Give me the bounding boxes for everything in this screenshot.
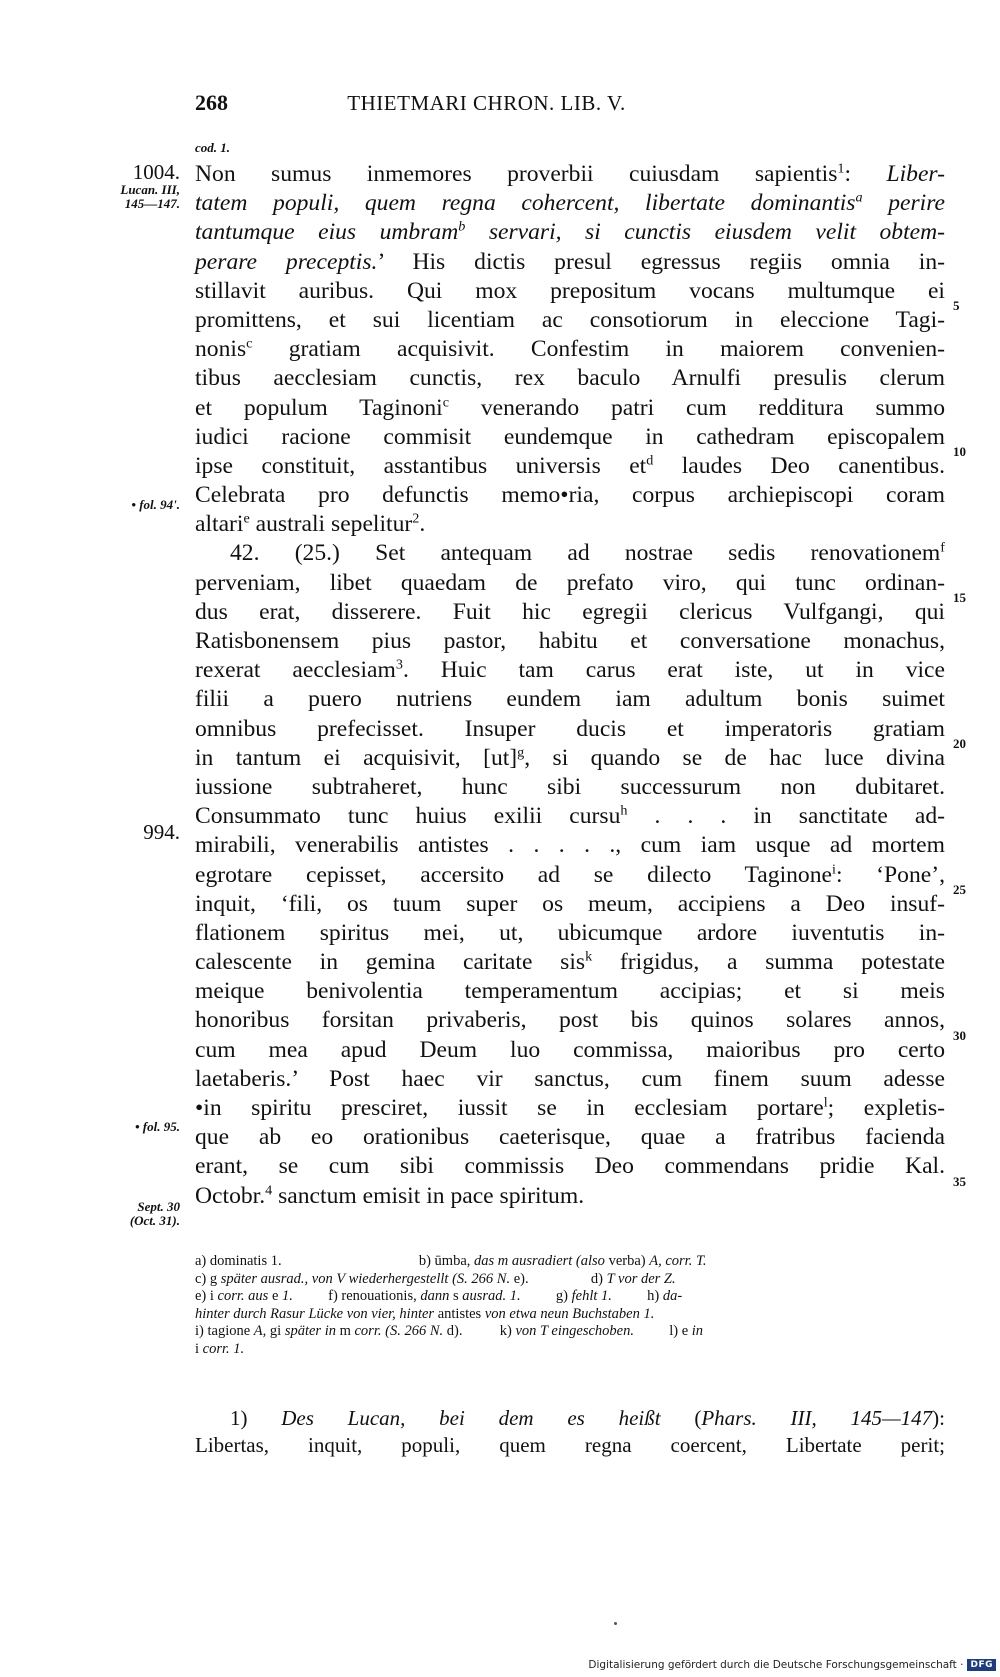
text-span: calescente in gemina caritate sis: [195, 949, 586, 976]
apparatus-line: [195, 1341, 945, 1359]
text-line: [195, 335, 945, 364]
footnote-ref: 2: [412, 510, 420, 527]
note-k: k): [499, 1323, 516, 1339]
note-h: antistes: [434, 1305, 485, 1322]
note-h-it: da-: [662, 1288, 683, 1304]
text-span: nonis: [195, 336, 247, 363]
note-l: l) e: [669, 1323, 692, 1339]
text-line: [195, 452, 945, 481]
footnote-it: Des Lucan, bei dem es heißt: [281, 1406, 661, 1430]
note-e-it: 1.: [282, 1288, 293, 1304]
note-h-it: hinter durch Rasur Lücke von vier, hinter: [195, 1305, 435, 1322]
dfg-logo: DFG: [967, 1659, 996, 1671]
text-span: egrotare cepisset, accersito ad se dilecto Taginone: [195, 861, 832, 888]
text-line: stillavit auribus. Qui mox prepositum vocans multumque ei: [195, 277, 945, 304]
note-c: e).: [510, 1270, 529, 1287]
note-d-it: T vor der Z.: [606, 1270, 676, 1287]
text-line: inquit, ‘fili, os tuum super os meum, accipiens a Deo insuf-: [195, 890, 945, 917]
cod-note: cod. 1.: [195, 140, 231, 155]
note-d: d): [590, 1270, 607, 1287]
note-e-it: corr. aus: [217, 1288, 269, 1304]
note-c-it: später ausrad., von V wiederhergestellt (S. 266 N.: [220, 1270, 511, 1287]
text-span: ’ His dictis presul egressus regiis omnia in-: [377, 248, 945, 275]
footnote-ref: 4: [265, 1182, 273, 1199]
text-line: que ab eo orationibus caeterisque, quae a fratribus facienda: [195, 1124, 945, 1151]
apparatus-line: [195, 1253, 945, 1271]
text-span: Consummato tunc huius exilii cursu: [195, 803, 621, 830]
page-header: [195, 90, 755, 116]
text-line: [195, 394, 945, 423]
apparatus-ref: k: [585, 948, 593, 965]
text-line: [195, 744, 945, 773]
text-span: : ‘Pone’,: [835, 861, 945, 888]
quote-span: Liber-: [886, 161, 945, 187]
line-number-30: 30: [953, 1028, 966, 1043]
text-span: rexerat aecclesiam: [195, 657, 396, 684]
apparatus-ref: b: [458, 218, 466, 235]
apparatus-ref: l: [823, 1094, 828, 1111]
text-line: cum mea apud Deum luo commissa, maioribus pro certo: [195, 1036, 945, 1063]
text-span: altari: [195, 511, 244, 538]
line-number-10: 10: [953, 444, 966, 459]
apparatus-ref: d: [646, 452, 654, 469]
footnote-it: Phars. III, 145—147: [701, 1406, 933, 1430]
text-span: australi sepelitur: [249, 511, 413, 538]
note-a: a) dominatis 1.: [195, 1253, 282, 1269]
note-f: f) renouationis,: [328, 1288, 421, 1304]
apparatus-ref: g: [517, 744, 525, 761]
text-line: dus erat, disserere. Fuit hic egregii clericus Vulfgangi, qui: [195, 598, 945, 625]
note-i: i) tagione: [195, 1323, 254, 1339]
note-i: m: [335, 1323, 355, 1339]
apparatus-line: [195, 1271, 945, 1289]
text-line: meique benivolentia temperamentum accipias; et si meis: [195, 978, 945, 1005]
text-span: gratiam acquisivit. Confestim in maiorem convenien-: [252, 336, 945, 363]
text-line: iudici racione commisit eundemque in cathedram episcopalem: [195, 423, 945, 450]
note-h-it: von etwa neun Buchstaben 1.: [484, 1305, 655, 1322]
scan-speck: [614, 1622, 617, 1625]
text-line: Celebrata pro defunctis memo•ria, corpus archiepiscopi coram: [195, 482, 945, 509]
text-span: frigidus, a summa potestate: [592, 949, 945, 976]
note-f-it: dann: [420, 1288, 450, 1304]
text-line: flationem spiritus mei, ut, ubicumque ardore iuventutis in-: [195, 919, 945, 946]
note-f: s: [449, 1288, 463, 1304]
text-line: erant, se cum sibi commissis Deo commendans pridie Kal.: [195, 1153, 945, 1180]
footnote-number: 1): [230, 1406, 282, 1430]
footnote-text: ):: [932, 1406, 945, 1430]
note-i: gi: [266, 1323, 285, 1339]
note-i-it: später in: [284, 1323, 336, 1339]
page-number: 268: [195, 90, 228, 115]
digitization-credit: [588, 1659, 996, 1671]
apparatus-line: [195, 1306, 945, 1324]
quote-span: perire: [862, 190, 945, 217]
text-line: iussione subtraheret, hunc sibi successurum non dubitaret.: [195, 773, 945, 800]
note-f-it: ausrad. 1.: [462, 1288, 521, 1304]
text-line: [195, 539, 945, 568]
apparatus-line: [195, 1323, 945, 1341]
margin-lucan-ref: [120, 183, 180, 211]
text-line: [195, 189, 945, 218]
apparatus-ref: e: [243, 510, 250, 527]
text-line: [195, 510, 945, 539]
note-g-it: fehlt 1.: [571, 1288, 612, 1304]
note-k-it: von T eingeschoben.: [515, 1323, 634, 1339]
apparatus-ref: i: [832, 861, 836, 878]
text-span: Octobr.: [195, 1182, 266, 1209]
text-span: sanctum emisit in pace spiritum.: [272, 1182, 585, 1209]
note-l-it: corr. 1.: [202, 1340, 245, 1357]
footnote: [195, 1405, 945, 1459]
line-number-15: 15: [953, 590, 966, 605]
quote-span: servari, si cunctis eiusdem velit obtem-: [465, 219, 946, 246]
text-span: in tantum ei acquisivit, [ut]: [195, 744, 518, 771]
margin-fol-95: • fol. 95.: [135, 1119, 180, 1134]
text-line: [195, 1094, 945, 1123]
text-line: Ratisbonensem pius pastor, habitu et conversatione monachus,: [195, 628, 945, 654]
text-span: ; expletis-: [827, 1095, 945, 1121]
text-span: , si quando se de hac luce divina: [524, 744, 945, 771]
margin-date-line-1: Sept. 30: [137, 1199, 180, 1214]
text-line: omnibus prefecisset. Insuper ducis et imperatoris gratiam: [195, 715, 945, 742]
line-number-35: 35: [953, 1174, 966, 1189]
text-line: filii a puero nutriens eundem iam adultum bonis suimet: [195, 686, 945, 713]
quote-span: tatem populi, quem regna cohercent, libertate dominantis: [195, 190, 856, 217]
margin-year-994: 994.: [143, 820, 180, 844]
footnote-ref: 3: [395, 656, 403, 673]
critical-apparatus: [195, 1253, 945, 1358]
text-line: [195, 218, 945, 247]
apparatus-ref: h: [620, 802, 628, 819]
text-line: [195, 656, 945, 685]
apparatus-ref: a: [855, 189, 863, 206]
note-c: c) g: [195, 1270, 221, 1287]
margin-year-1004: 1004.: [132, 160, 180, 184]
note-i-it: corr. (S. 266 N.: [354, 1323, 444, 1339]
text-span: 42. (25.) Set antequam ad nostrae sedis renovationem: [230, 540, 941, 567]
line-number-5: 5: [953, 298, 960, 313]
apparatus-ref: c: [246, 335, 253, 352]
text-line: perveniam, libet quaedam de prefato viro, qui tunc ordinan-: [195, 569, 945, 596]
text-span: . Huic tam carus erat iste, ut in vice: [402, 657, 945, 684]
margin-date-line-2: (Oct. 31).: [129, 1213, 180, 1228]
note-h: h): [647, 1288, 663, 1304]
note-e: e: [268, 1288, 282, 1304]
text-span: •in spiritu presciret, iussit se in ecclesiam portare: [195, 1095, 824, 1121]
text-line: [195, 248, 945, 277]
text-line: [195, 861, 945, 890]
text-span: laudes Deo canentibus.: [653, 452, 945, 479]
note-i-it: A,: [253, 1323, 267, 1339]
quote-span: perare preceptis.: [195, 248, 378, 275]
text-line: promittens, et sui licentiam ac consotiorum in eleccione Tagi-: [195, 306, 945, 333]
margin-date: [130, 1200, 180, 1228]
text-span: . . . in sanctitate ad-: [627, 803, 945, 830]
text-span: et populum Taginoni: [195, 394, 443, 421]
note-b-it: das m ausradiert (also: [474, 1253, 605, 1269]
apparatus-ref: c: [442, 394, 450, 411]
footnote-line: Libertas, inquit, populi, quem regna coercent, Libertate perit;: [195, 1433, 945, 1457]
text-line: [195, 948, 945, 977]
text-line: [195, 160, 945, 189]
footnote-text: (: [660, 1406, 702, 1430]
margin-lucan-line-1: Lucan. III,: [120, 182, 180, 197]
note-i: d).: [443, 1323, 463, 1339]
footnote-ref: 1: [837, 160, 845, 177]
text-line: honoribus forsitan privaberis, post bis quinos solares annos,: [195, 1007, 945, 1034]
line-number-20: 20: [953, 736, 966, 751]
line-number-25: 25: [953, 882, 966, 897]
note-l: i: [195, 1340, 203, 1357]
note-g: g): [555, 1288, 572, 1304]
running-title: THIETMARI CHRON. LIB. V.: [347, 91, 626, 115]
text-span: ipse constituit, asstantibus universis et: [195, 452, 647, 479]
footnote-line: [195, 1405, 945, 1432]
text-line: tibus aecclesiam cunctis, rex baculo Arnulfi presulis clerum: [195, 365, 945, 392]
text-span: :: [844, 161, 887, 187]
note-e: e) i: [195, 1288, 218, 1304]
margin-lucan-line-2: 145—147.: [124, 196, 180, 211]
text-span: venerando patri cum redditura summo: [449, 394, 945, 421]
text-line: [195, 1182, 945, 1211]
main-text: [195, 160, 945, 1211]
text-line: mirabili, venerabilis antistes . . . . ., cum iam usque ad mortem: [195, 832, 945, 859]
text-line: [195, 802, 945, 831]
note-b: b) ūmba,: [418, 1253, 475, 1269]
margin-fol-94: • fol. 94'.: [131, 497, 180, 512]
apparatus-line: [195, 1288, 945, 1306]
note-b-it: A, corr. T.: [649, 1253, 707, 1269]
note-l-it: in: [691, 1323, 704, 1339]
credit-text: Digitalisierung gefördert durch die Deutsche Forschungsgemeinschaft ·: [588, 1659, 964, 1671]
quote-span: tantumque eius umbram: [195, 219, 459, 246]
apparatus-ref: f: [940, 539, 945, 556]
text-span: Non sumus inmemores proverbii cuiusdam sapientis: [195, 161, 838, 187]
text-line: laetaberis.’ Post haec vir sanctus, cum finem suum adesse: [195, 1065, 945, 1092]
text-span: .: [419, 511, 426, 538]
note-b: verba): [604, 1253, 650, 1269]
